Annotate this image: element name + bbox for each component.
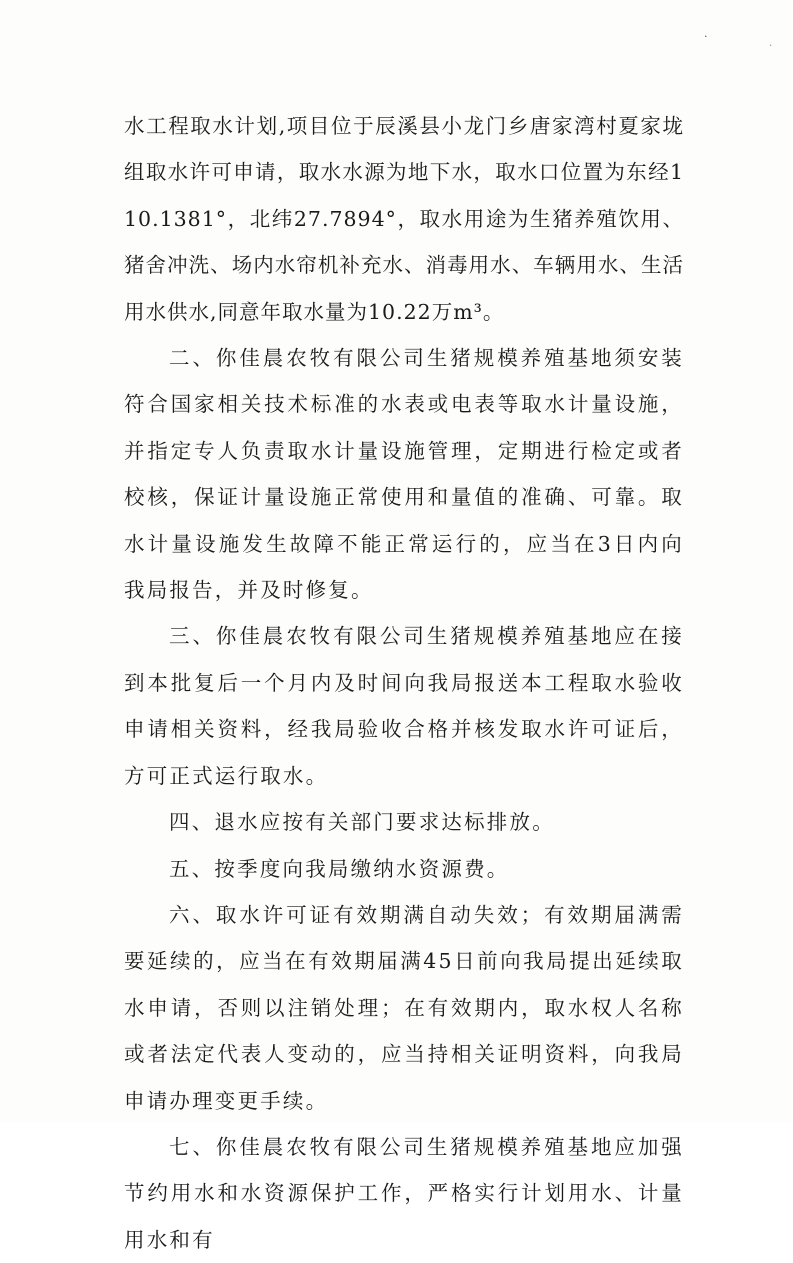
paragraph-item-5: 五、按季度向我局缴纳水资源费。 (169, 856, 510, 881)
paragraph-item-4: 四、退水应按有关部门要求达标排放。 (169, 810, 555, 835)
paragraph-item-2: 二、你佳晨农牧有限公司生猪规模养殖基地须安装符合国家相关技术标准的水表或电表等取水计量设施，并指定专人负责取水计量设施管理，定期进行检定或者校核，保证计量设施正常使用和量值的准确、可靠。取水计量设施发生故障不能正常运行的，应当在3日内向我局报告，并及时修复。 (124, 346, 684, 603)
paragraph-item-7: 七、你佳晨农牧有限公司生猪规模养殖基地应加强节约用水和水资源保护工作，严格实行计划用水、计量用水和有 (124, 1134, 684, 1252)
document-body (124, 103, 684, 1263)
paragraph-item-6: 六、取水许可证有效期满自动失效；有效期届满需要延续的，应当在有效期届满45日前向我局提出延续取水申请，否则以注销处理；在有效期内，取水权人名称或者法定代表人变动的，应当持相关证明资料，向我局申请办理变更手续。 (124, 902, 684, 1113)
scan-mark: · (765, 42, 778, 49)
paragraph-item-3: 三、你佳晨农牧有限公司生猪规模养殖基地应在接到本批复后一个月内及时间向我局报送本工程取水验收申请相关资料，经我局验收合格并核发取水许可证后，方可正式运行取水。 (124, 624, 684, 788)
scan-mark: · (704, 30, 708, 43)
paragraph-continuation: 水工程取水计划,项目位于辰溪县小龙门乡唐家湾村夏家垅组取水许可申请，取水水源为地下水，取水口位置为东经110.1381°，北纬27.7894°，取水用途为生猪养殖饮用、猪舍冲洗、场内水帘机补充水、消毒用水、车辆用水、生活用水供水,同意年取水量为10.22万m³。 (124, 114, 684, 324)
